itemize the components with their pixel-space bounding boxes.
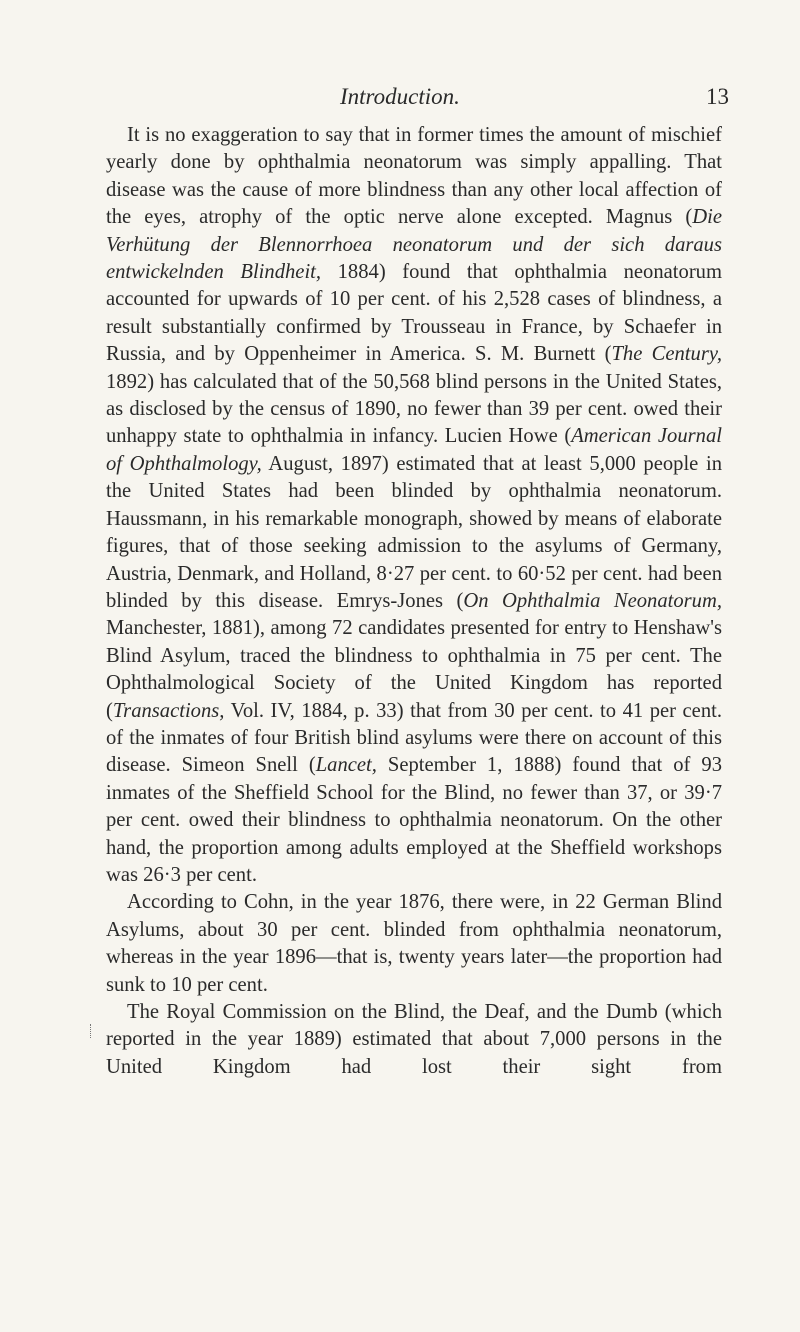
italic-title: American Journal of Ophthalmology,	[106, 425, 722, 475]
text-run: Manchester, 1881), among 72 candidates presented for entry to Henshaw's Blind Asylum, traced the blindness to ophthalmia in 75 per cent. The Ophthalmological Society of the United Kingdom has reported (	[106, 617, 722, 722]
italic-title: Lancet,	[315, 754, 377, 777]
paragraph	[106, 122, 722, 889]
page-header	[0, 84, 800, 124]
text-run: September 1, 1888) found that of 93 inmates of the Sheffield School for the Blind, no fewer than 37, or 39·7 per cent. owed their blindness to ophthalmia neonatorum. On the other hand, the proportion among adults employed at the Sheffield workshops was 26·3 per cent.	[106, 754, 722, 886]
running-title: Introduction.	[340, 84, 460, 109]
paragraph	[106, 999, 722, 1081]
text-run: Vol. IV, 1884, p. 33) that from 30 per cent. to 41 per cent. of the inmates of four British blind asylums were there on account of this disease. Simeon Snell (	[106, 699, 722, 777]
text-run: It is no exaggeration to say that in former times the amount of mischief yearly done by ophthalmia neonatorum was simply appalling. That disease was the cause of more blindness than any other local affection of the eyes, atrophy of the optic nerve alone excepted. Magnus (	[106, 124, 722, 229]
italic-title: On Ophthalmia Neonatorum,	[463, 589, 722, 612]
margin-mark	[90, 1024, 99, 1038]
italic-title: Transactions,	[112, 699, 225, 722]
body-text	[106, 122, 722, 1081]
text-run: August, 1897) estimated that at least 5,000 people in the United States had been blinded by ophthalmia neonatorum. Haussmann, in his remarkable monograph, showed by means of elaborate figures, that of those seeking admission to the asylums of Germany, Austria, Denmark, and Holland, 8·27 per cent. to 60·52 per cent. had been blinded by this disease. Emrys-Jones (	[106, 452, 722, 612]
italic-title: Die Verhütung der Blennorrhoea neonatorum und der sich daraus entwickelnden Blindheit,	[106, 206, 722, 284]
text-run: The Royal Commission on the Blind, the Deaf, and the Dumb (which reported in the year 1889) estimated that about 7,000 persons in the United Kingdom had lost their sight from	[106, 1001, 722, 1078]
text-run: 1892) has calculated that of the 50,568 blind persons in the United States, as disclosed by the census of 1890, no fewer than 39 per cent. owed their unhappy state to ophthalmia in infancy. Lucien Howe (	[106, 370, 722, 448]
page-number: 13	[706, 84, 729, 109]
text-run: According to Cohn, in the year 1876, there were, in 22 German Blind Asylums, about 30 per cent. blinded from ophthalmia neonatorum, whereas in the year 1896—that is, twenty years later—the proportion had sunk to 10 per cent.	[106, 891, 722, 996]
text-run: 1884) found that ophthalmia neonatorum accounted for upwards of 10 per cent. of his 2,528 cases of blindness, a result substantially confirmed by Trousseau in France, by Schaefer in Russia, and by Oppenheimer in America. S. M. Burnett (	[106, 261, 722, 366]
italic-title: The Century,	[611, 343, 722, 366]
paragraph	[106, 889, 722, 999]
